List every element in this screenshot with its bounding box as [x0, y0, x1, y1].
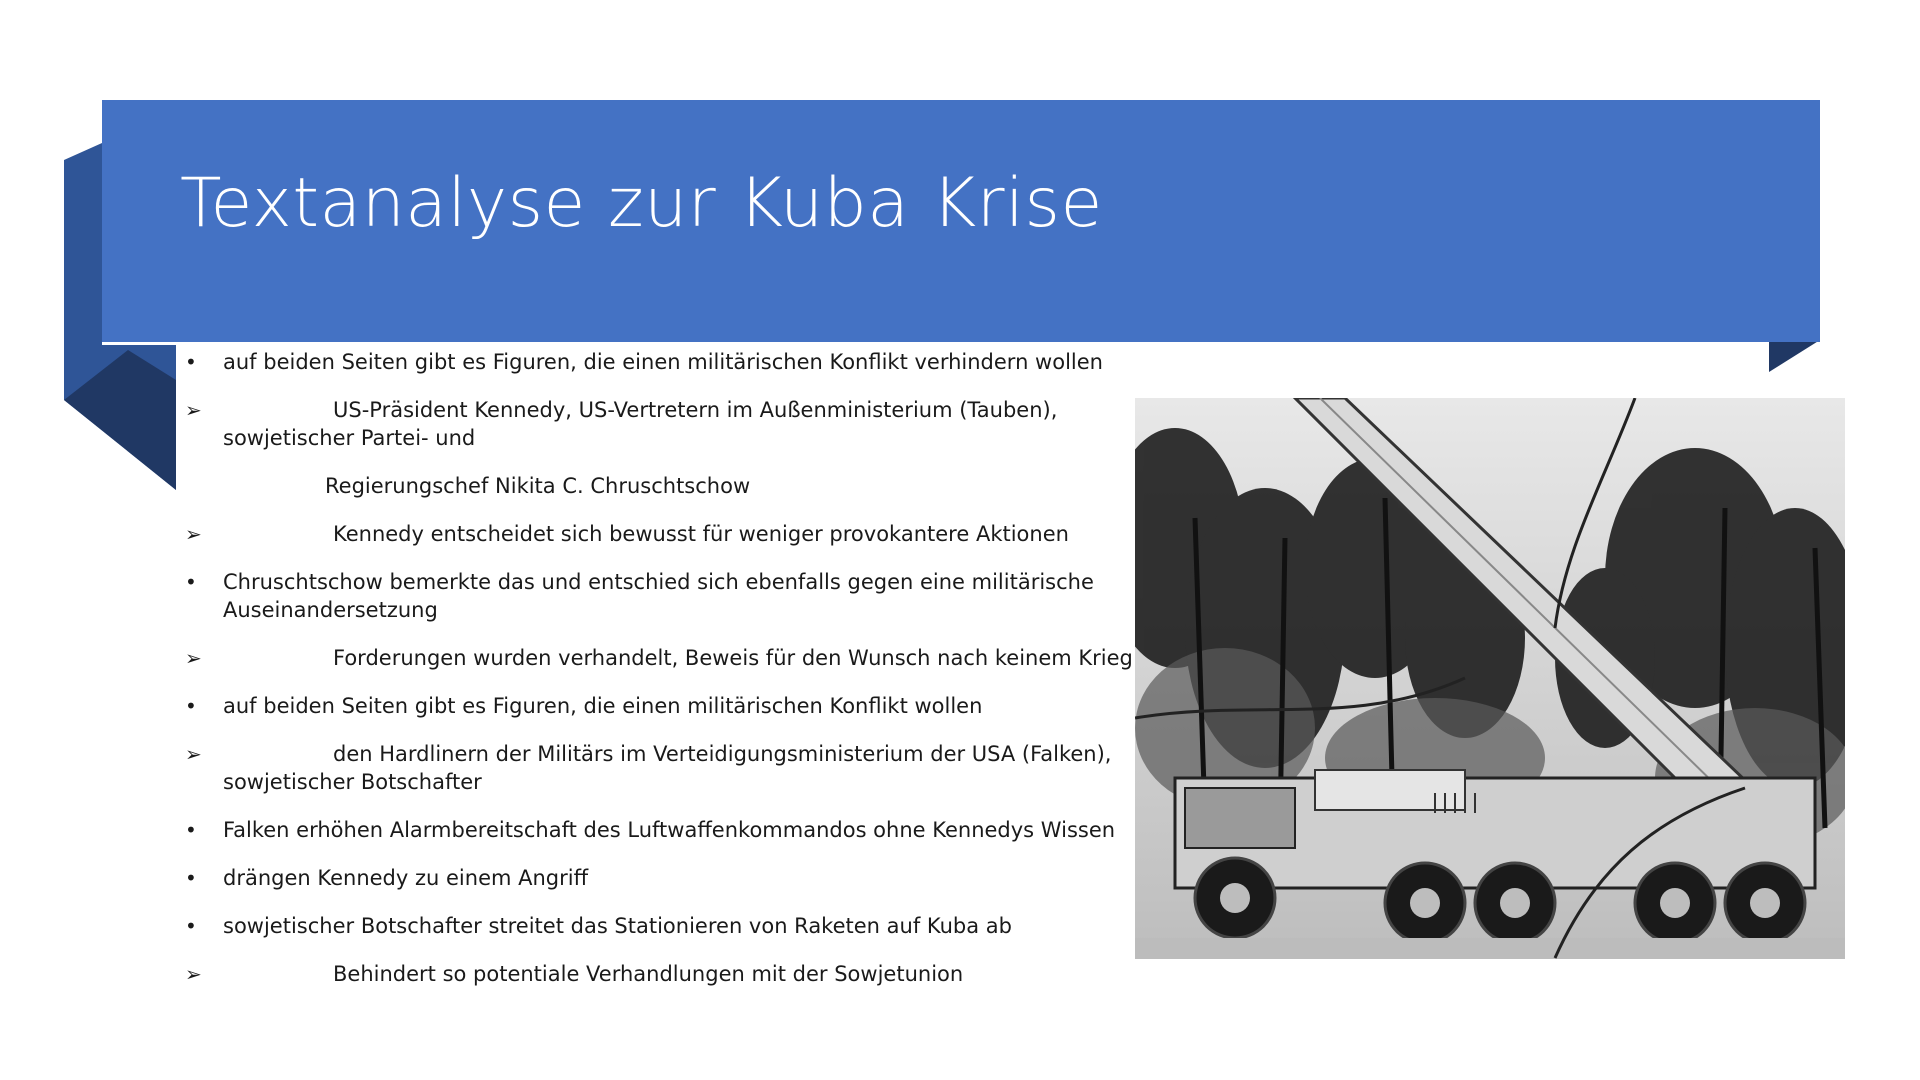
bullet-text: auf beiden Seiten gibt es Figuren, die einen militärischen Konflikt verhindern wollen	[223, 350, 1103, 374]
bullet-item	[185, 520, 1135, 548]
missile-launcher-photo	[1135, 398, 1845, 959]
bullet-item	[185, 740, 1135, 796]
bullet-item	[185, 472, 1135, 500]
bullet-text: Behindert so potentiale Verhandlungen mit der Sowjetunion	[333, 962, 964, 986]
bullet-text: drängen Kennedy zu einem Angriff	[223, 866, 589, 890]
bullet-item	[185, 960, 1135, 988]
dot-bullet-icon: •	[185, 818, 197, 842]
bullet-text: sowjetischer Botschafter streitet das Stationieren von Raketen auf Kuba ab	[223, 914, 1013, 938]
dot-bullet-icon: •	[185, 914, 197, 938]
arrow-bullet-icon: ➢	[185, 398, 202, 422]
bullet-text: US-Präsident Kennedy, US-Vertretern im Außenministerium (Tauben), sowjetischer Partei- und	[223, 398, 1058, 450]
bullet-item	[185, 644, 1135, 672]
bullet-list	[185, 348, 1135, 1008]
banner-right-fold	[1769, 340, 1820, 372]
bullet-text: Regierungschef Nikita C. Chruschtschow	[325, 474, 751, 498]
bullet-item	[185, 396, 1135, 452]
bullet-item	[185, 864, 1135, 892]
bullet-item	[185, 568, 1135, 624]
bullet-text: Chruschtschow bemerkte das und entschied sich ebenfalls gegen eine militärische Auseinandersetzung	[223, 570, 1094, 622]
arrow-bullet-icon: ➢	[185, 646, 202, 670]
dot-bullet-icon: •	[185, 570, 197, 594]
bullet-text: Forderungen wurden verhandelt, Beweis für den Wunsch nach keinem Krieg	[333, 646, 1133, 670]
dot-bullet-icon: •	[185, 866, 197, 890]
bullet-text: den Hardlinern der Militärs im Verteidigungsministerium der USA (Falken), sowjetischer Botschafter	[223, 742, 1112, 794]
slide-title: Textanalyse zur Kuba Krise	[180, 164, 1103, 243]
arrow-bullet-icon: ➢	[185, 522, 202, 546]
bullet-item	[185, 912, 1135, 940]
bullet-item	[185, 816, 1135, 844]
bullet-item	[185, 692, 1135, 720]
arrow-bullet-icon: ➢	[185, 742, 202, 766]
photo-illustration	[1135, 398, 1845, 959]
bullet-item	[185, 348, 1135, 376]
dot-bullet-icon: •	[185, 694, 197, 718]
bullet-text: Falken erhöhen Alarmbereitschaft des Luftwaffenkommandos ohne Kennedys Wissen	[223, 818, 1116, 842]
arrow-bullet-icon: ➢	[185, 962, 202, 986]
dot-bullet-icon: •	[185, 350, 197, 374]
bullet-text: auf beiden Seiten gibt es Figuren, die einen militärischen Konflikt wollen	[223, 694, 983, 718]
bullet-text: Kennedy entscheidet sich bewusst für weniger provokantere Aktionen	[333, 522, 1069, 546]
